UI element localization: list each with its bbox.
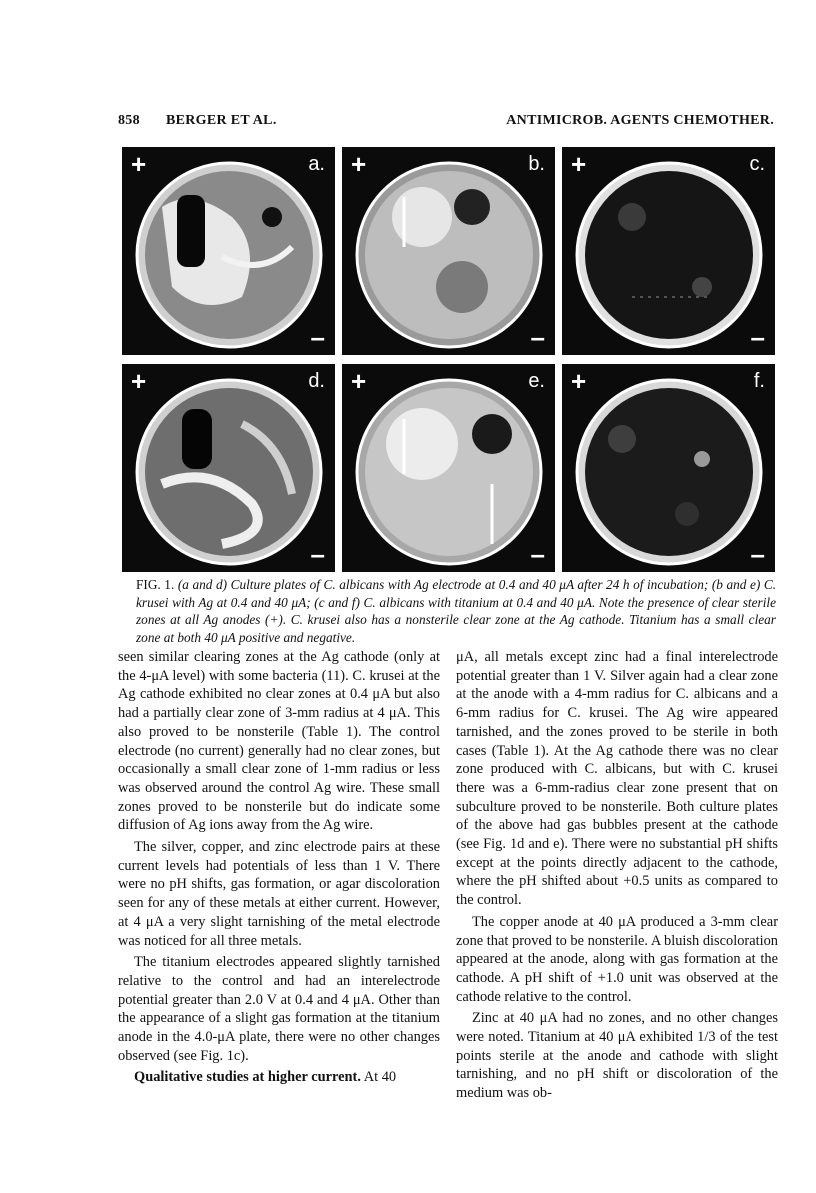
running-authors: BERGER ET AL.: [166, 113, 277, 128]
panel-letter: b.: [528, 153, 545, 175]
cathode-marker: –: [310, 322, 325, 352]
anode-marker: +: [131, 149, 147, 179]
panel-letter: a.: [308, 153, 325, 175]
paragraph: Zinc at 40 μA had no zones, and no other changes were noted. Titanium at 40 μA exhibited 1/3 of the test points sterile at the anode and cathode with slight tarnishing, and no pH shift or discoloration of the medium was ob-: [456, 1010, 778, 1102]
culture-plate-panel-d: [122, 364, 335, 572]
panel-letter: d.: [308, 370, 325, 392]
paragraph: μA, all metals except zinc had a final interelectrode potential greater than 1 V. Silver again had a clear zone at the anode with a 4-mm radius for C. albicans and a 6-mm radius for C. krusei. The Ag wire appeared tarnished, and the zones proved to be sterile in both cases (Table 1). At the Ag cathode there was no clear zone produced with C. albicans, but with C. krusei there was a 6-mm-radius clear zone present that on subculture proved to be nonsterile. Both culture plates of the above had gas bubbles present at the cathode (see Fig. 1d and e). There were no substantial pH shifts except at the points directly adjacent to the cathode, where the pH shifted about +0.5 units as compared to the control.: [456, 649, 778, 909]
culture-plate-image: [342, 147, 555, 355]
figure-label: FIG. 1.: [136, 577, 175, 592]
cathode-marker: –: [530, 539, 545, 569]
culture-plate-panel-a: [122, 147, 335, 355]
culture-plate-panel-f: [562, 364, 775, 572]
culture-plate-image: [562, 147, 775, 355]
cathode-marker: –: [310, 539, 325, 569]
figure-caption: [136, 576, 776, 646]
paragraph-text: At 40: [360, 1069, 397, 1086]
caption-text: (a and d) Culture plates of C. albicans with Ag electrode at 0.4 and 40 μA after 24 h of incubation; (b and e) C. krusei with Ag at 0.4 and 40 μA; (c and f) C. albicans with titanium at 0.4 and 40 μA. Note the presence of clear sterile zones at all Ag anodes (+). C. krusei also has a nonsterile clear zone at the Ag cathode. Titanium has a small clear zone at both 40 μA positive and negative.: [136, 577, 777, 645]
anode-marker: +: [571, 149, 587, 179]
page-header: [118, 113, 774, 135]
anode-marker: +: [351, 149, 367, 179]
culture-plate-panel-b: [342, 147, 555, 355]
panel-letter: f.: [753, 370, 765, 392]
page-number: 858: [118, 113, 140, 128]
culture-plate-image: [122, 147, 335, 355]
journal-title: ANTIMICROB. AGENTS CHEMOTHER.: [506, 113, 774, 128]
culture-plate-panel-c: [562, 147, 775, 355]
culture-plate-image: [562, 364, 775, 572]
anode-marker: +: [131, 366, 147, 396]
anode-marker: +: [351, 366, 367, 396]
cathode-marker: –: [530, 322, 545, 352]
culture-plate-image: [342, 364, 555, 572]
cathode-marker: –: [750, 539, 765, 569]
right-column: [456, 648, 778, 1103]
panel-letter: e.: [528, 370, 545, 392]
section-run-in-heading: Qualitative studies at higher current.: [134, 1069, 361, 1086]
figure-1: [122, 147, 772, 572]
cathode-marker: –: [750, 322, 765, 352]
culture-plate-panel-e: [342, 364, 555, 572]
paragraph: seen similar clearing zones at the Ag cathode (only at the 4-μA level) with some bacteria (11). C. krusei at the Ag cathode exhibited no clear zones at 0.4 μA but also had a partially clear zone of 3-mm radius at 4 μA. This also proved to be nonsterile (Table 1). The control electrode (no current) generally had no clear zones, but occasionally a small clear zone of 1-mm radius or less was observed around the control Ag wire. These small zones proved to be nonsterile but do indicate some diffusion of Ag ions away from the Ag wire.: [118, 649, 440, 834]
paragraph: [118, 1068, 440, 1087]
panel-letter: c.: [749, 153, 765, 175]
anode-marker: +: [571, 366, 587, 396]
culture-plate-image: [122, 364, 335, 572]
left-column: [118, 648, 440, 1087]
paragraph: The silver, copper, and zinc electrode pairs at these current levels had potentials of less than 1 V. There were no pH shifts, gas formation, or agar discoloration seen for any of these metals at either current. However, at 4 μA a very slight tarnishing of the metal electrode was noticed for all three metals.: [118, 839, 440, 949]
paragraph: The titanium electrodes appeared slightly tarnished relative to the control and had an interelectrode potential greater than 2.0 V at 0.4 and 4 μA. Other than the appearance of a slight gas formation at the titanium anode in the 4.0-μA plate, there were no other changes observed (see Fig. 1c).: [118, 954, 440, 1064]
paragraph: The copper anode at 40 μA produced a 3-mm clear zone that proved to be nonsterile. A bluish discoloration appeared at the anode, along with gas formation at the cathode. A pH shift of +1.0 unit was observed at the cathode relative to the control.: [456, 913, 778, 1005]
